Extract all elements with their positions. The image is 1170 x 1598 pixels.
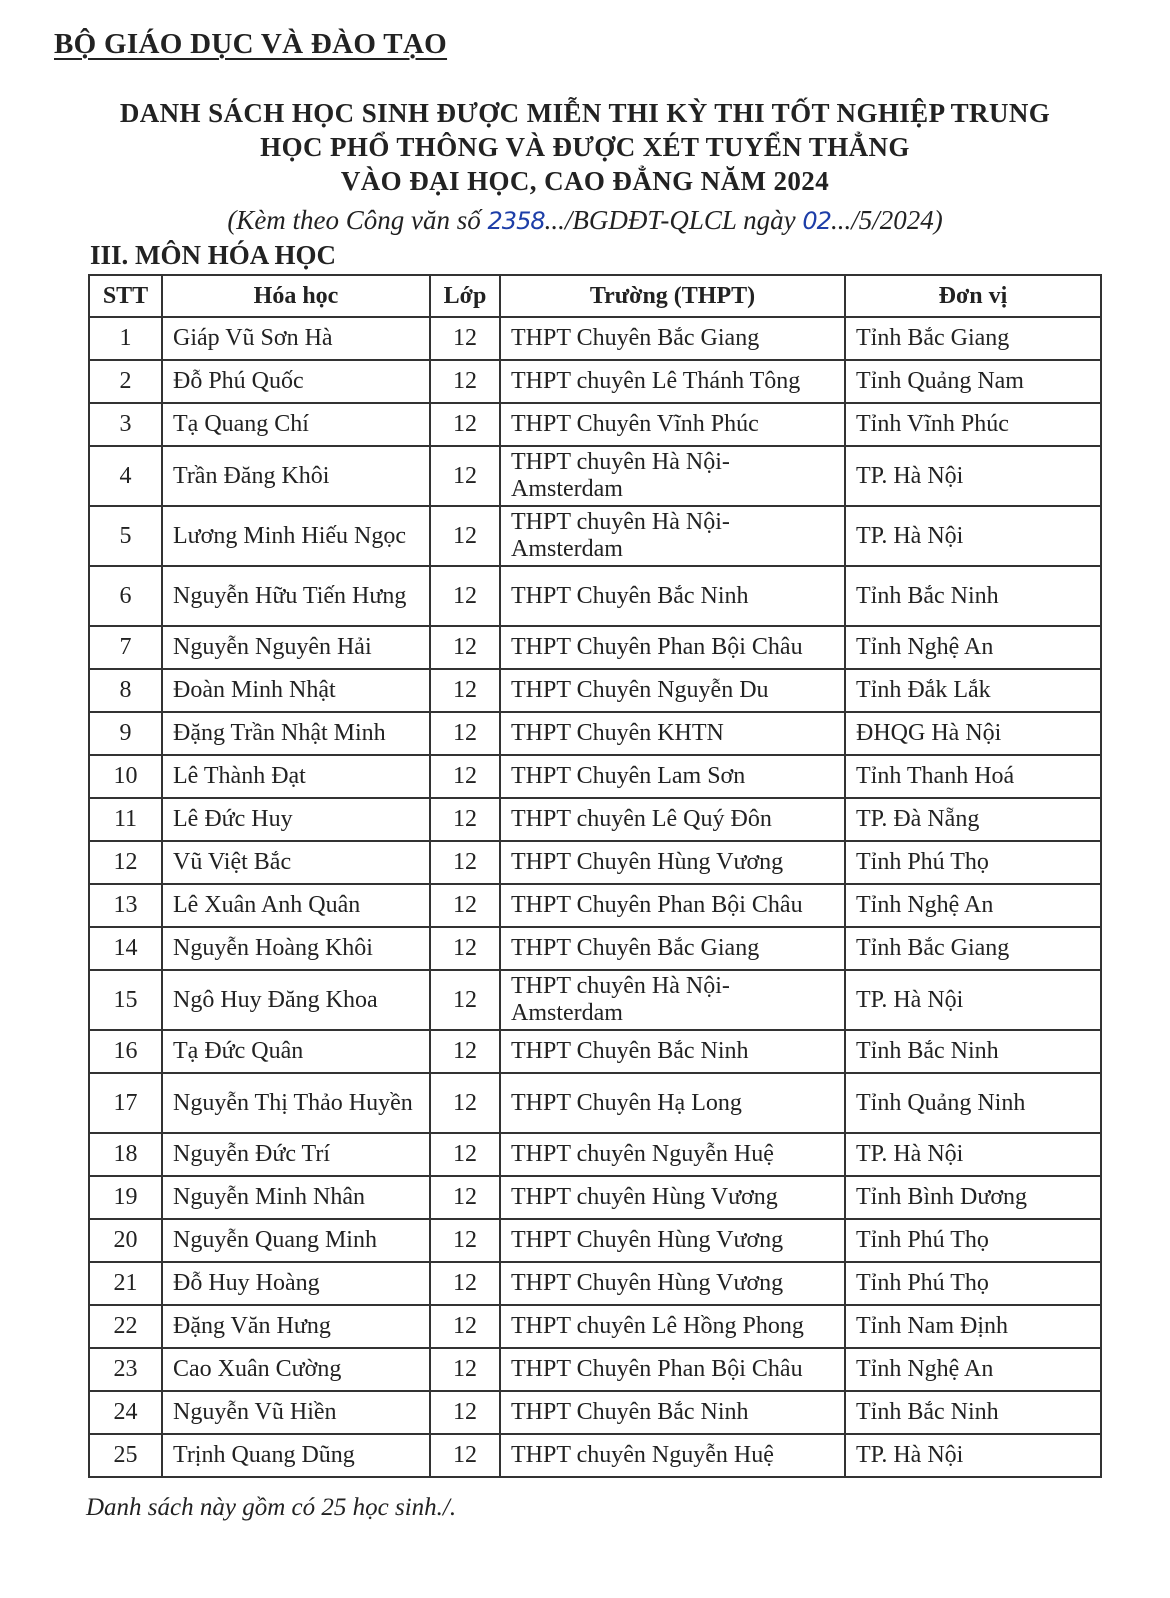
table-row bbox=[89, 798, 1101, 841]
cell-name: Nguyễn Nguyên Hải bbox=[162, 626, 430, 669]
header-unit: Đơn vị bbox=[845, 275, 1101, 317]
table-row bbox=[89, 1434, 1101, 1477]
cell-unit: Tỉnh Nghệ An bbox=[845, 626, 1101, 669]
cell-name: Nguyễn Quang Minh bbox=[162, 1219, 430, 1262]
cell-stt: 3 bbox=[89, 403, 162, 446]
cell-unit: TP. Hà Nội bbox=[845, 1133, 1101, 1176]
cell-name: Đặng Trần Nhật Minh bbox=[162, 712, 430, 755]
cell-school: THPT Chuyên Lam Sơn bbox=[500, 755, 845, 798]
cell-school: THPT chuyên Hùng Vương bbox=[500, 1176, 845, 1219]
cell-unit: Tỉnh Vĩnh Phúc bbox=[845, 403, 1101, 446]
cell-stt: 11 bbox=[89, 798, 162, 841]
table-row bbox=[89, 712, 1101, 755]
cell-school: THPT Chuyên Phan Bội Châu bbox=[500, 884, 845, 927]
table-row bbox=[89, 755, 1101, 798]
cell-school: THPT chuyên Hà Nội-Amsterdam bbox=[500, 970, 845, 1030]
table-row bbox=[89, 1219, 1101, 1262]
cell-stt: 25 bbox=[89, 1434, 162, 1477]
cell-name: Ngô Huy Đăng Khoa bbox=[162, 970, 430, 1030]
cell-class: 12 bbox=[430, 884, 500, 927]
document-subtitle bbox=[0, 205, 1170, 236]
document-title-line-1: DANH SÁCH HỌC SINH ĐƯỢC MIỄN THI KỲ THI TỐT NGHIỆP TRUNG bbox=[119, 98, 1051, 128]
header-name: Hóa học bbox=[162, 275, 430, 317]
cell-school: THPT Chuyên Hạ Long bbox=[500, 1073, 845, 1133]
cell-unit: TP. Hà Nội bbox=[845, 446, 1101, 506]
header-school: Trường (THPT) bbox=[500, 275, 845, 317]
table-row bbox=[89, 927, 1101, 970]
cell-school: THPT chuyên Nguyễn Huệ bbox=[500, 1434, 845, 1477]
cell-school: THPT Chuyên Bắc Ninh bbox=[500, 1030, 845, 1073]
cell-unit: Tỉnh Thanh Hoá bbox=[845, 755, 1101, 798]
cell-school: THPT Chuyên Bắc Ninh bbox=[500, 566, 845, 626]
cell-stt: 2 bbox=[89, 360, 162, 403]
cell-stt: 8 bbox=[89, 669, 162, 712]
student-table bbox=[88, 274, 1102, 1478]
cell-stt: 6 bbox=[89, 566, 162, 626]
cell-unit: Tỉnh Nam Định bbox=[845, 1305, 1101, 1348]
subtitle-prefix: (Kèm theo Công văn số bbox=[227, 205, 488, 235]
cell-class: 12 bbox=[430, 1133, 500, 1176]
table-row bbox=[89, 360, 1101, 403]
table-row bbox=[89, 1030, 1101, 1073]
cell-unit: Tỉnh Quảng Ninh bbox=[845, 1073, 1101, 1133]
cell-name: Đỗ Phú Quốc bbox=[162, 360, 430, 403]
cell-stt: 15 bbox=[89, 970, 162, 1030]
cell-stt: 24 bbox=[89, 1391, 162, 1434]
document-title-line-3: VÀO ĐẠI HỌC, CAO ĐẲNG NĂM 2024 bbox=[340, 166, 830, 196]
cell-name: Nguyễn Vũ Hiền bbox=[162, 1391, 430, 1434]
cell-school: THPT Chuyên Phan Bội Châu bbox=[500, 1348, 845, 1391]
cell-school: THPT Chuyên Vĩnh Phúc bbox=[500, 403, 845, 446]
cell-name: Đặng Văn Hưng bbox=[162, 1305, 430, 1348]
table-row bbox=[89, 403, 1101, 446]
cell-class: 12 bbox=[430, 669, 500, 712]
cell-unit: Tỉnh Bắc Ninh bbox=[845, 1030, 1101, 1073]
cell-unit: Tỉnh Bắc Ninh bbox=[845, 566, 1101, 626]
cell-stt: 16 bbox=[89, 1030, 162, 1073]
ministry-name: BỘ GIÁO DỤC VÀ ĐÀO TẠO bbox=[54, 28, 448, 60]
cell-unit: Tỉnh Phú Thọ bbox=[845, 1219, 1101, 1262]
cell-school: THPT Chuyên Bắc Ninh bbox=[500, 1391, 845, 1434]
cell-class: 12 bbox=[430, 1073, 500, 1133]
cell-class: 12 bbox=[430, 446, 500, 506]
table-row bbox=[89, 1133, 1101, 1176]
cell-name: Tạ Đức Quân bbox=[162, 1030, 430, 1073]
cell-stt: 1 bbox=[89, 317, 162, 360]
cell-school: THPT Chuyên Nguyễn Du bbox=[500, 669, 845, 712]
cell-unit: TP. Hà Nội bbox=[845, 506, 1101, 566]
cell-class: 12 bbox=[430, 1030, 500, 1073]
cell-unit: Tỉnh Quảng Nam bbox=[845, 360, 1101, 403]
table-row bbox=[89, 970, 1101, 1030]
cell-stt: 9 bbox=[89, 712, 162, 755]
cell-class: 12 bbox=[430, 1262, 500, 1305]
cell-name: Giáp Vũ Sơn Hà bbox=[162, 317, 430, 360]
cell-school: THPT Chuyên KHTN bbox=[500, 712, 845, 755]
header-class: Lớp bbox=[430, 275, 500, 317]
cell-school: THPT Chuyên Bắc Giang bbox=[500, 927, 845, 970]
table-row bbox=[89, 1073, 1101, 1133]
cell-school: THPT chuyên Hà Nội-Amsterdam bbox=[500, 446, 845, 506]
cell-unit: Tỉnh Bắc Ninh bbox=[845, 1391, 1101, 1434]
cell-school: THPT chuyên Nguyễn Huệ bbox=[500, 1133, 845, 1176]
cell-stt: 14 bbox=[89, 927, 162, 970]
cell-name: Tạ Quang Chí bbox=[162, 403, 430, 446]
cell-stt: 4 bbox=[89, 446, 162, 506]
cell-unit: Tỉnh Bắc Giang bbox=[845, 927, 1101, 970]
cell-school: THPT Chuyên Hùng Vương bbox=[500, 1262, 845, 1305]
cell-school: THPT Chuyên Hùng Vương bbox=[500, 1219, 845, 1262]
cell-name: Đoàn Minh Nhật bbox=[162, 669, 430, 712]
cell-class: 12 bbox=[430, 1434, 500, 1477]
cell-unit: TP. Hà Nội bbox=[845, 970, 1101, 1030]
cell-name: Nguyễn Hoàng Khôi bbox=[162, 927, 430, 970]
cell-unit: TP. Hà Nội bbox=[845, 1434, 1101, 1477]
cell-school: THPT Chuyên Hùng Vương bbox=[500, 841, 845, 884]
cell-class: 12 bbox=[430, 317, 500, 360]
cell-class: 12 bbox=[430, 566, 500, 626]
table-row bbox=[89, 1176, 1101, 1219]
cell-class: 12 bbox=[430, 712, 500, 755]
cell-name: Nguyễn Thị Thảo Huyền bbox=[162, 1073, 430, 1133]
cell-unit: ĐHQG Hà Nội bbox=[845, 712, 1101, 755]
table-row bbox=[89, 1391, 1101, 1434]
cell-school: THPT chuyên Lê Thánh Tông bbox=[500, 360, 845, 403]
cell-school: THPT chuyên Lê Quý Đôn bbox=[500, 798, 845, 841]
cell-name: Trịnh Quang Dũng bbox=[162, 1434, 430, 1477]
cell-class: 12 bbox=[430, 626, 500, 669]
subtitle-middle: .../BGDĐT-QLCL ngày bbox=[544, 205, 803, 235]
cell-name: Nguyễn Minh Nhân bbox=[162, 1176, 430, 1219]
cell-stt: 5 bbox=[89, 506, 162, 566]
cell-name: Lê Xuân Anh Quân bbox=[162, 884, 430, 927]
cell-class: 12 bbox=[430, 798, 500, 841]
cell-stt: 17 bbox=[89, 1073, 162, 1133]
table-row bbox=[89, 1305, 1101, 1348]
cell-unit: Tỉnh Phú Thọ bbox=[845, 841, 1101, 884]
cell-stt: 21 bbox=[89, 1262, 162, 1305]
table-row bbox=[89, 1348, 1101, 1391]
cell-class: 12 bbox=[430, 506, 500, 566]
cell-school: THPT chuyên Hà Nội-Amsterdam bbox=[500, 506, 845, 566]
cell-school: THPT Chuyên Bắc Giang bbox=[500, 317, 845, 360]
table-row bbox=[89, 446, 1101, 506]
table-row bbox=[89, 884, 1101, 927]
cell-stt: 7 bbox=[89, 626, 162, 669]
table-row bbox=[89, 317, 1101, 360]
table-row bbox=[89, 506, 1101, 566]
cell-stt: 20 bbox=[89, 1219, 162, 1262]
cell-class: 12 bbox=[430, 1176, 500, 1219]
cell-class: 12 bbox=[430, 1348, 500, 1391]
table-row bbox=[89, 841, 1101, 884]
cell-name: Nguyễn Hữu Tiến Hưng bbox=[162, 566, 430, 626]
cell-unit: Tỉnh Bắc Giang bbox=[845, 317, 1101, 360]
footer-note: Danh sách này gồm có 25 học sinh./. bbox=[86, 1494, 457, 1521]
handwritten-doc-day: 02 bbox=[802, 207, 831, 235]
handwritten-doc-number: 2358 bbox=[487, 207, 545, 235]
cell-stt: 12 bbox=[89, 841, 162, 884]
cell-name: Vũ Việt Bắc bbox=[162, 841, 430, 884]
header-stt: STT bbox=[89, 275, 162, 317]
cell-stt: 18 bbox=[89, 1133, 162, 1176]
cell-unit: TP. Đà Nẵng bbox=[845, 798, 1101, 841]
table-row bbox=[89, 566, 1101, 626]
table-header-row bbox=[89, 275, 1101, 317]
cell-unit: Tỉnh Bình Dương bbox=[845, 1176, 1101, 1219]
cell-name: Trần Đăng Khôi bbox=[162, 446, 430, 506]
table-row bbox=[89, 626, 1101, 669]
cell-class: 12 bbox=[430, 970, 500, 1030]
cell-unit: Tỉnh Nghệ An bbox=[845, 884, 1101, 927]
cell-name: Nguyễn Đức Trí bbox=[162, 1133, 430, 1176]
cell-class: 12 bbox=[430, 1305, 500, 1348]
section-title: III. MÔN HÓA HỌC bbox=[90, 240, 337, 270]
cell-class: 12 bbox=[430, 1391, 500, 1434]
cell-stt: 13 bbox=[89, 884, 162, 927]
cell-name: Lê Thành Đạt bbox=[162, 755, 430, 798]
cell-stt: 22 bbox=[89, 1305, 162, 1348]
document-title-line-2: HỌC PHỔ THÔNG VÀ ĐƯỢC XÉT TUYỂN THẲNG bbox=[260, 132, 910, 162]
cell-unit: Tỉnh Đắk Lắk bbox=[845, 669, 1101, 712]
cell-school: THPT chuyên Lê Hồng Phong bbox=[500, 1305, 845, 1348]
cell-stt: 19 bbox=[89, 1176, 162, 1219]
cell-name: Đỗ Huy Hoàng bbox=[162, 1262, 430, 1305]
cell-unit: Tỉnh Phú Thọ bbox=[845, 1262, 1101, 1305]
cell-class: 12 bbox=[430, 1219, 500, 1262]
cell-name: Lương Minh Hiếu Ngọc bbox=[162, 506, 430, 566]
cell-stt: 10 bbox=[89, 755, 162, 798]
cell-stt: 23 bbox=[89, 1348, 162, 1391]
cell-class: 12 bbox=[430, 841, 500, 884]
subtitle-suffix: .../5/2024) bbox=[830, 205, 943, 235]
table-row bbox=[89, 669, 1101, 712]
cell-school: THPT Chuyên Phan Bội Châu bbox=[500, 626, 845, 669]
cell-unit: Tỉnh Nghệ An bbox=[845, 1348, 1101, 1391]
cell-class: 12 bbox=[430, 360, 500, 403]
table-row bbox=[89, 1262, 1101, 1305]
cell-class: 12 bbox=[430, 755, 500, 798]
cell-name: Lê Đức Huy bbox=[162, 798, 430, 841]
cell-name: Cao Xuân Cường bbox=[162, 1348, 430, 1391]
cell-class: 12 bbox=[430, 403, 500, 446]
cell-class: 12 bbox=[430, 927, 500, 970]
